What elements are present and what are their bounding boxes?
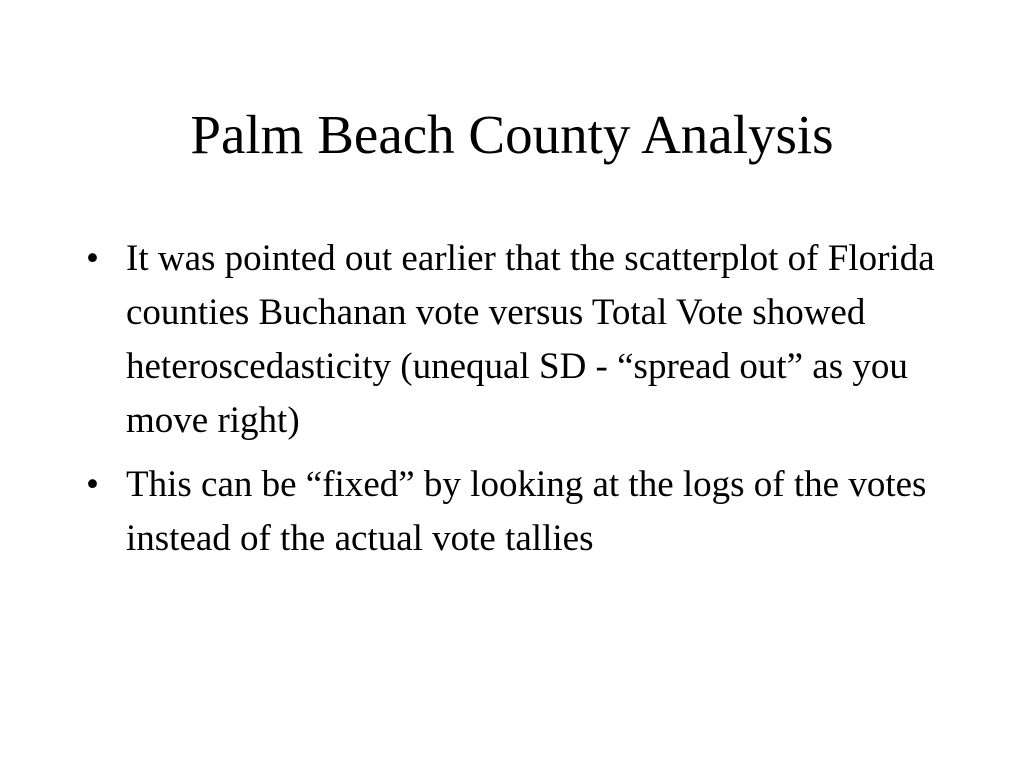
bullet-text: This can be “fixed” by looking at the logs of the votes instead of the actual vote tallies (126, 464, 927, 559)
bullet-list (86, 232, 956, 576)
bullet-text: It was pointed out earlier that the scatterplot of Florida counties Buchanan vote versus Total Vote showed heteroscedasticity (unequal SD - “spread out” as you move right) (126, 238, 935, 441)
bullet-item (86, 232, 956, 448)
bullet-icon: • (86, 238, 99, 279)
bullet-item (86, 458, 956, 566)
bullet-icon: • (86, 464, 99, 505)
slide-title: Palm Beach County Analysis (190, 104, 834, 165)
